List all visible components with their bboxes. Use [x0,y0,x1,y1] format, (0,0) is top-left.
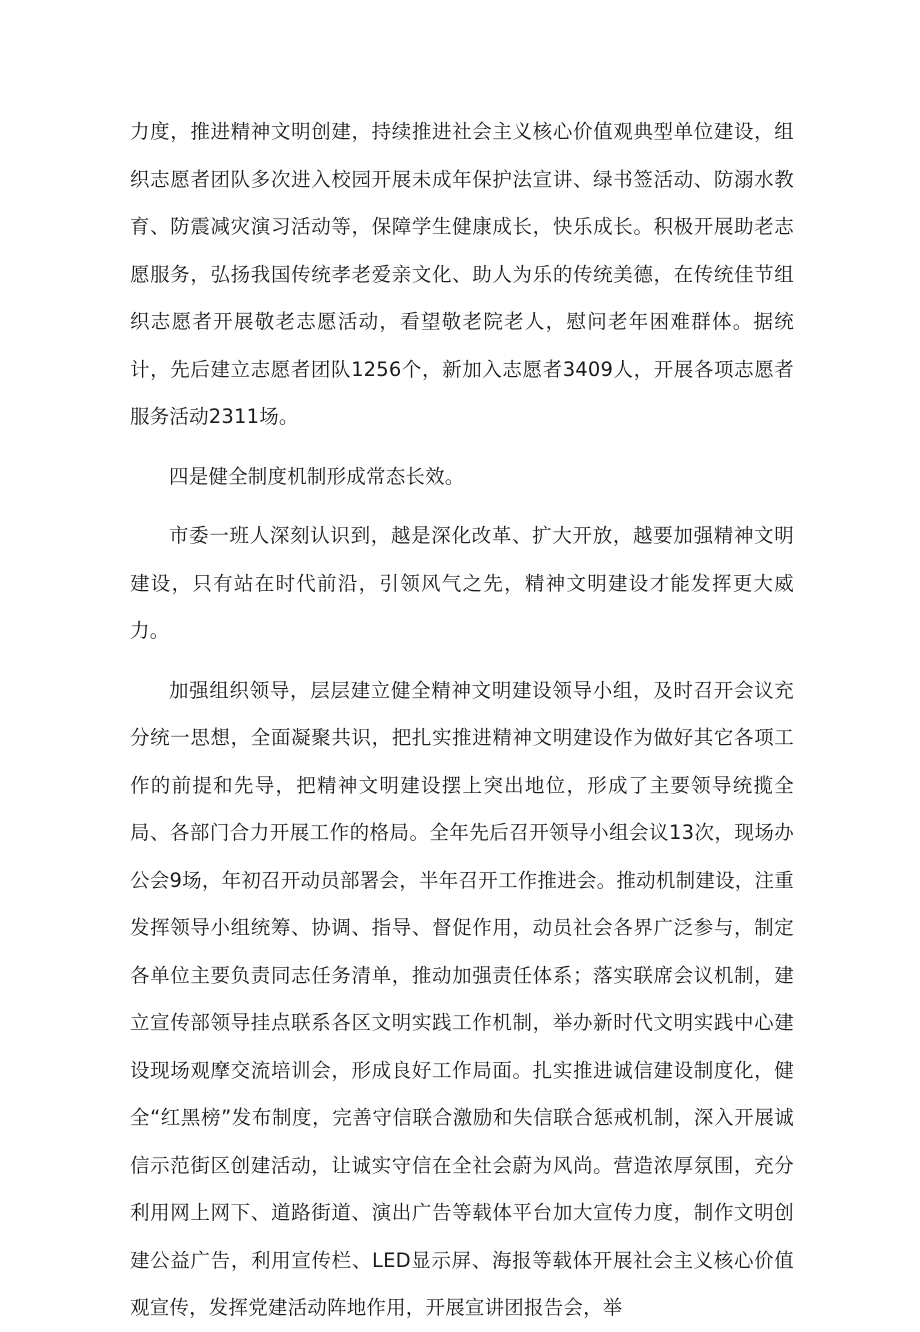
section-heading-institutional-mechanism: 四是健全制度机制形成常态长效。 [169,464,465,488]
paragraph-municipal-committee: 市委一班人深刻认识到，越是深化改革、扩大开放，越要加强精神文明建设，只有站在时代前沿，引领风气之先，精神文明建设才能发挥更大威力。 [130,524,794,642]
paragraph-organizational-leadership: 加强组织领导，层层建立健全精神文明建设领导小组，及时召开会议充分统一思想，全面凝聚共识，把扎实推进精神文明建设作为做好其它各项工作的前提和先导，把精神文明建设摆上突出地位，形成了主要领导统揽全局、各部门合力开展工作的格局。全年先后召开领导小组会议13次，现场办公会9场，年初召开动员部署会，半年召开工作推进会。推动机制建设，注重发挥领导小组统筹、协调、指导、督促作用，动员社会各界广泛参与，制定各单位主要负责同志任务清单，推动加强责任体系；落实联席会议机制，建立宣传部领导挂点联系各区文明实践工作机制，举办新时代文明实践中心建设现场观摩交流培训会，形成良好工作局面。扎实推进诚信建设制度化，健全“红黑榜”发布制度，完善守信联合激励和失信联合惩戒机制，深入开展诚信示范街区创建活动，让诚实守信在全社会蔚为风尚。营造浓厚氛围，充分利用网上网下、道路街道、演出广告等载体平台加大宣传力度，制作文明创建公益广告，利用宣传栏、LED显示屏、海报等载体开展社会主义核心价值观宣传，发挥党建活动阵地作用，开展宣讲团报告会，举 [130,678,794,1319]
document-body [130,108,794,1332]
paragraph-volunteer-services: 力度，推进精神文明创建，持续推进社会主义核心价值观典型单位建设，组织志愿者团队多次进入校园开展未成年保护法宣讲、绿书签活动、防溺水教育、防震减灾演习活动等，保障学生健康成长，快乐成长。积极开展助老志愿服务，弘扬我国传统孝老爱亲文化、助人为乐的传统美德，在传统佳节组织志愿者开展敬老志愿活动，看望敬老院老人，慰问老年困难群体。据统计，先后建立志愿者团队1256个，新加入志愿者3409人，开展各项志愿者服务活动2311场。 [130,120,794,428]
